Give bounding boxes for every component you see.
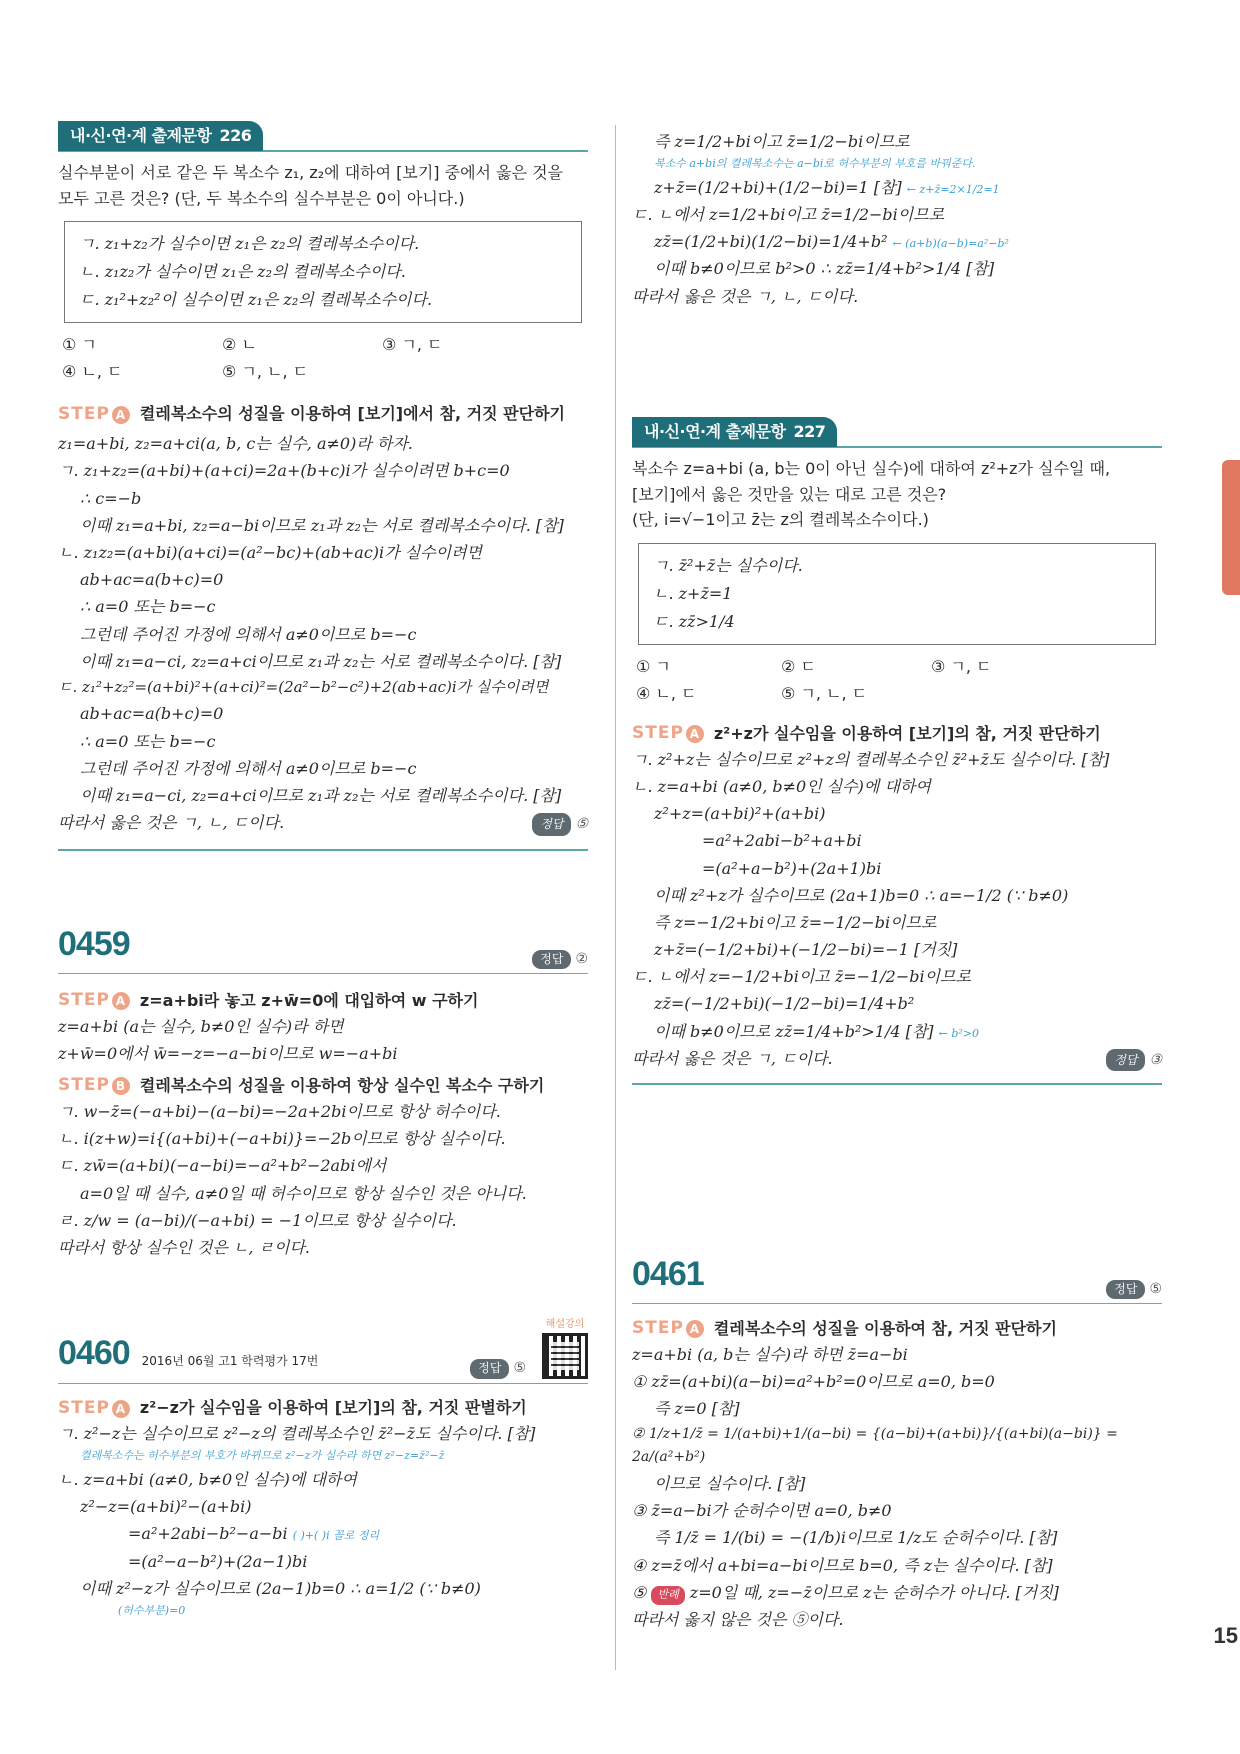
choice-1: ① ㄱ <box>636 656 671 676</box>
qr-code-icon[interactable] <box>542 1333 588 1379</box>
choice-4: ④ ㄴ, ㄷ <box>636 683 697 703</box>
section-rule <box>632 1083 1162 1085</box>
step-b-0459: STEP B 켤레복소수의 성질을 이용하여 항상 실수인 복소수 구하기 <box>58 1075 545 1096</box>
solution-226-continued: 즉 z=1/2+bi이고 z̄=1/2−bi이므로 복소수 a+bi의 켤레복소수는 a−bi로 허수부분의 부호를 바꿔준다. z+z̄=(1/2+bi)+(1/2−bi)=1 [참] ← z+z̄=2×1/2=1 ㄷ. ㄴ에서 z=1/2+bi이고 z̄=1/2−bi이므로 zz̄=(1/2+bi)(1/2−bi)=1/4+b² ← (a+b)(a−b)=a²−b² 이때 b≠0이므로 b²>0 ∴ zz̄=1/4+b²>1/4 [참] 따라서 옳은 것은 ㄱ, ㄴ, ㄷ이다. <box>632 128 1162 310</box>
problem-number: 0460 <box>58 1334 130 1373</box>
answer-226: 정답 ⑤ <box>532 809 588 837</box>
choice-3: ③ ㄱ, ㄷ <box>382 335 443 355</box>
chapter-side-tab <box>1222 460 1240 595</box>
choice-1: ① ㄱ <box>62 335 97 355</box>
problem-number: 0461 <box>632 1255 704 1293</box>
side-note: 복소수 a+bi의 켤레복소수는 a−bi로 허수부분의 부호를 바꿔준다. <box>654 157 976 171</box>
side-note: (허수부분)=0 <box>118 1603 186 1617</box>
problem-227 <box>632 418 1162 1085</box>
side-note: ← b²>0 <box>938 1026 980 1040</box>
choice-5: ⑤ ㄱ, ㄴ, ㄷ <box>222 362 309 382</box>
answer-0461: 정답 ⑤ <box>1106 1276 1162 1299</box>
solution-226: z₁=a+bi, z₂=a+ci(a, b, c는 실수, a≠0)라 하자. ㄱ. z₁+z₂=(a+bi)+(a+ci)=2a+(b+c)i가 실수이려면 b+c=0 ∴ c=−b 이때 z₁=a+bi, z₂=a−bi이므로 z₁과 z₂는 서로 켤레복소수이다. [참] ㄴ. z₁z₂=(a+bi)(a+ci)=(a²−bc)+(ab+ac)i가 실수이려면 ab+ac=a(b+c)=0 ∴ a=0 또는 b=−c 그런데 주어진 가정에 의해서 a≠0이므로 b=−c 이때 z₁=a−ci, z₂=a+ci이므로 z₁과 z₂는 서로 켤레복소수이다. [참] ㄷ. z₁²+z₂²=(a+bi)²+(a+ci)²=(2a²−b²−c²)+2(ab+ac)i가 실수이려면 ab+ac=a(b+c)=0 ∴ a=0 또는 b=−c 그런데 주어진 가정에 의해서 a≠0이므로 b=−c 이때 z₁=a−ci, z₂=a+ci이므로 z₁과 z₂는 서로 켤레복소수이다. [참] 따라서 옳은 것은 ㄱ, ㄴ, ㄷ이다. 정답 ⑤ <box>58 430 588 837</box>
exam-source: 2016년 06월 고1 학력평가 17번 <box>141 1354 319 1369</box>
step-title: z=a+bi라 놓고 z+w̄=0에 대입하여 w 구하기 <box>139 991 479 1011</box>
problem-226-header <box>58 122 588 152</box>
naesin-tag: 내·신·연·계 출제문항 226 <box>58 121 263 150</box>
choice-2: ② ㄷ <box>781 656 816 676</box>
solution-0460: ㄱ. z²−z는 실수이므로 z²−z의 켤레복소수인 z̄²−z̄도 실수이다. [참] 켤레복소수는 허수부분의 부호가 바뀌므로 z²−z가 실수라 하면 z²−z=z̄²−z̄ ㄴ. z=a+bi (a≠0, b≠0인 실수)에 대하여 z²−z=(a+bi)²−(a+bi) =a²+2abi−b²−a−bi ( )+( )i 꼴로 정리 =(a²−a−b²)+(2a−1)bi 이때 z²−z가 실수이므로 (2a−1)b=0 ∴ a=1/2 (∵ b≠0) (허수부분)=0 <box>58 1420 588 1621</box>
step-a-226 <box>58 402 588 427</box>
side-note: 켤레복소수는 허수부분의 부호가 바뀌므로 z²−z가 실수라 하면 z²−z=z̄²−z̄ <box>80 1449 445 1463</box>
step-a-0459: STEP A z=a+bi라 놓고 z+w̄=0에 대입하여 w 구하기 <box>58 990 479 1011</box>
solution-227: ㄱ. z²+z는 실수이므로 z²+z의 켤레복소수인 z̄²+z̄도 실수이다. [참] ㄴ. z=a+bi (a≠0, b≠0인 실수)에 대하여 z²+z=(a+bi)²+(a+bi) =a²+2abi−b²+a+bi =(a²+a−b²)+(2a+1)bi 이때 z²+z가 실수이므로 (2a+1)b=0 ∴ a=−1/2 (∵ b≠0) 즉 z=−1/2+bi이고 z̄=−1/2−bi이므로 z+z̄=(−1/2+bi)+(−1/2−bi)=−1 [거짓] ㄷ. ㄴ에서 z=−1/2+bi이고 z̄=−1/2−bi이므로 zz̄=(−1/2+bi)(−1/2−bi)=1/4+b² 이때 b≠0이므로 zz̄=1/4+b²>1/4 [참] ← b²>0 따라서 옳은 것은 ㄱ, ㄷ이다. 정답 ③ <box>632 746 1162 1073</box>
bogi-box-226: ㄱ. z₁+z₂가 실수이면 z₁은 z₂의 켤레복소수이다. ㄴ. z₁z₂가 실수이면 z₁은 z₂의 켤레복소수이다. ㄷ. z₁²+z₂²이 실수이면 z₁은 z₂의 켤레복소수이다. <box>64 221 582 323</box>
section-rule <box>58 849 588 851</box>
step-a-0461: STEP A 켤레복소수의 성질을 이용하여 참, 거짓 판단하기 <box>632 1318 1057 1339</box>
counterexample-badge: 반례 <box>651 1586 684 1605</box>
problem-number: 0459 <box>58 925 130 963</box>
answer-choices-226 <box>62 333 584 383</box>
problem-0460-header <box>58 1318 588 1384</box>
column-divider <box>615 125 616 1670</box>
answer-0459: 정답 ② <box>532 946 588 969</box>
answer-0460: 정답 ⑤ <box>470 1355 526 1378</box>
step-title: 켤레복소수의 성질을 이용하여 항상 실수인 복소수 구하기 <box>139 1076 545 1096</box>
choice-2: ② ㄴ <box>222 335 257 355</box>
choice-4: ④ ㄴ, ㄷ <box>62 362 123 382</box>
step-title: z²−z가 실수임을 이용하여 [보기]의 참, 거짓 판별하기 <box>139 1398 527 1418</box>
answer-227: 정답 ③ <box>1106 1045 1162 1073</box>
solution-0461: z=a+bi (a, b는 실수)라 하면 z̄=a−bi ① zz̄=(a+bi)(a−bi)=a²+b²=0이므로 a=0, b=0 즉 z=0 [참] ② 1/z+1/z̄ = 1/(a+bi)+1/(a−bi) = {(a−bi)+(a+bi)}/{(a+bi)(a−bi)} = 2a/(a²+b²) 이므로 실수이다. [참] ③ z̄=a−bi가 순허수이면 a=0, b≠0 즉 1/z̄ = 1/(bi) = −(1/b)i이므로 1/z도 순허수이다. [참] ④ z=z̄에서 a+bi=a−bi이므로 b=0, 즉 z는 실수이다. [참] ⑤ 반례 z=0일 때, z=−z̄이므로 z는 순허수가 아니다. [거짓] 따라서 옳지 않은 것은 ⑤이다. <box>632 1344 1118 1630</box>
choice-3: ③ ㄱ, ㄷ <box>931 656 992 676</box>
problem-0460 <box>58 1318 588 1621</box>
solution-0459-a: z=a+bi (a는 실수, b≠0인 실수)라 하면 z+w̄=0에서 w̄=−z=−a−bi이므로 w=−a+bi <box>58 1016 398 1064</box>
choice-5: ⑤ ㄱ, ㄴ, ㄷ <box>781 683 868 703</box>
side-note: ← z+z̄=2×1/2=1 <box>906 182 1000 196</box>
step-title: z²+z가 실수임을 이용하여 [보기]의 참, 거짓 판단하기 <box>713 723 1101 743</box>
bogi-box-227: ㄱ. z̄²+z̄는 실수이다. ㄴ. z+z̄=1 ㄷ. zz̄>1/4 <box>638 543 1156 645</box>
step-a-0460: STEP A z²−z가 실수임을 이용하여 [보기]의 참, 거짓 판별하기 <box>58 1397 527 1418</box>
answer-choices-227 <box>636 655 1158 705</box>
solution-0459-b: ㄱ. w−z̄=(−a+bi)−(a−bi)=−2a+2bi이므로 항상 허수이다. ㄴ. i(z+w)=i{(a+bi)+(−a+bi)}=−2b이므로 항상 실수이다. ㄷ. zw̄=(a+bi)(−a−bi)=−a²+b²−2abi에서 a=0일 때 실수, a≠0일 때 허수이므로 항상 실수인 것은 아니다. ㄹ. z/w = (a−bi)/(−a+bi) = −1이므로 항상 실수이다. 따라서 항상 실수인 것은 ㄴ, ㄹ이다. <box>58 1101 527 1257</box>
step-badge: STEP A <box>58 402 130 427</box>
problem-0459-header <box>58 920 588 974</box>
side-note: ← (a+b)(a−b)=a²−b² <box>892 237 1009 251</box>
problem-227-header <box>632 418 1162 448</box>
lecture-label: 해설강의 <box>545 1319 585 1330</box>
problem-0459 <box>58 920 588 1261</box>
step-title: 켤레복소수의 성질을 이용하여 [보기]에서 참, 거짓 판단하기 <box>139 404 565 424</box>
problem-227-question: 복소수 z=a+bi (a, b는 0이 아닌 실수)에 대하여 z²+z가 실수일 때, [보기]에서 옳은 것만을 있는 대로 고른 것은? (단, i=√−1이고 z̄는 z의 켤레복소수이다.) <box>632 459 1111 530</box>
problem-0461 <box>632 1250 1162 1633</box>
problem-0461-header <box>632 1250 1162 1304</box>
page-number: 15 <box>1213 1623 1238 1648</box>
problem-226-question: 실수부분이 서로 같은 두 복소수 z₁, z₂에 대하여 [보기] 중에서 옳은 것을 모두 고른 것은? (단, 두 복소수의 실수부분은 0이 아니다.) <box>58 163 563 208</box>
step-a-227: STEP A z²+z가 실수임을 이용하여 [보기]의 참, 거짓 판단하기 <box>632 723 1101 744</box>
side-note: ( )+( )i 꼴로 정리 <box>292 1529 380 1543</box>
problem-226 <box>58 122 588 851</box>
step-title: 켤레복소수의 성질을 이용하여 참, 거짓 판단하기 <box>713 1319 1057 1339</box>
naesin-tag: 내·신·연·계 출제문항 227 <box>632 417 837 446</box>
